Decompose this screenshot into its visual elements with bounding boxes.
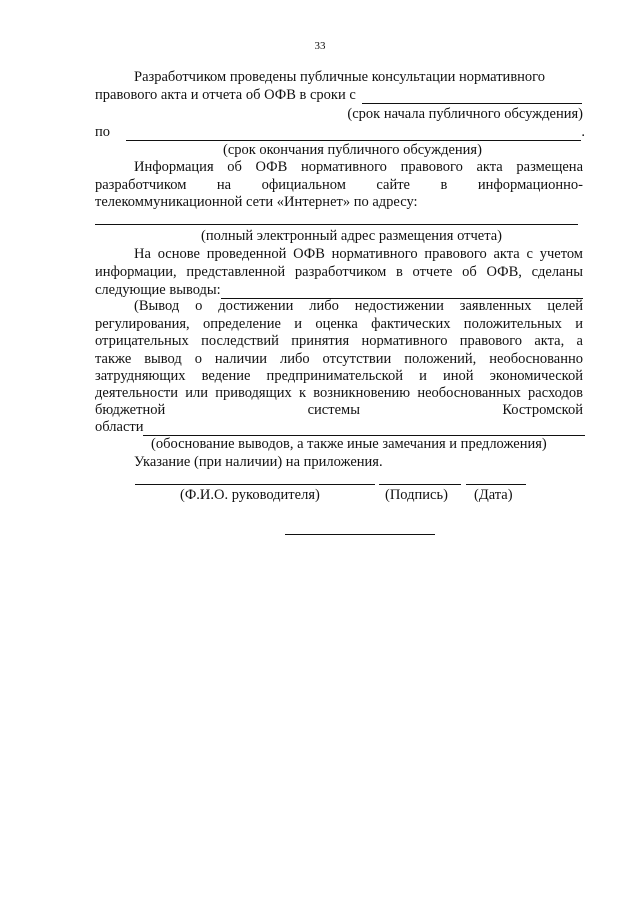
para-line-6-wrap bbox=[95, 385, 583, 402]
para-line-1-wrap bbox=[134, 298, 583, 315]
fio-caption: (Ф.И.О. руководителя) bbox=[180, 487, 320, 503]
conclusions-line-2-wrap bbox=[95, 264, 583, 281]
consultations-line-2-text: правового акта и отчета об ОФВ в сроки с bbox=[95, 87, 356, 103]
para-line-3-wrap bbox=[95, 333, 583, 350]
para-line-2: регулирования, определение и оценка фактических положительных и bbox=[95, 316, 583, 332]
sign-blank bbox=[379, 484, 461, 485]
info-line-1-wrap bbox=[134, 159, 583, 176]
budget-word-2: системы bbox=[307, 402, 360, 418]
attachments-line: Указание (при наличии) на приложения. bbox=[134, 454, 383, 470]
end-separator-line bbox=[285, 534, 435, 535]
info-line-1: Информация об ОФВ нормативного правового акта размещена bbox=[134, 159, 583, 175]
conclusions-line-3-text: следующие выводы: bbox=[95, 282, 221, 298]
date-caption: (Дата) bbox=[474, 487, 513, 503]
end-date-blank bbox=[126, 127, 581, 141]
address-caption: (полный электронный адрес размещения отчета) bbox=[201, 228, 502, 244]
consultations-line-1: Разработчиком проведены публичные консультации нормативного bbox=[134, 69, 546, 85]
para-line-4-wrap bbox=[95, 351, 583, 368]
address-blank bbox=[95, 224, 578, 225]
para-line-4: также вывод о наличии либо отсутствии положений, необоснованно bbox=[95, 351, 583, 367]
page-number: 33 bbox=[314, 40, 326, 52]
start-date-caption: (срок начала публичного обсуждения) bbox=[347, 106, 583, 122]
para-line-2-wrap bbox=[95, 316, 583, 333]
conclusions-line-3 bbox=[95, 282, 583, 299]
info-word-5: в bbox=[440, 177, 448, 193]
consultations-line-2 bbox=[95, 87, 582, 104]
para-line-5: затрудняющих ведение предпринимательской и иной экономической bbox=[95, 368, 583, 384]
conclusions-line-1-wrap bbox=[134, 246, 583, 263]
info-word-4: сайте bbox=[376, 177, 410, 193]
info-word-2: на bbox=[216, 177, 232, 193]
info-word-1: разработчиком bbox=[95, 177, 187, 193]
po-label: по bbox=[95, 124, 111, 140]
oblast-label: области bbox=[95, 419, 144, 435]
oblast-line bbox=[95, 419, 585, 436]
budget-word-1: бюджетной bbox=[95, 402, 166, 418]
para-line-3: отрицательных последствий принятия нормативного правового акта, а bbox=[95, 333, 583, 349]
info-word-6: информационно- bbox=[477, 177, 583, 193]
end-date-caption: (срок окончания публичного обсуждения) bbox=[223, 142, 482, 158]
start-date-blank bbox=[362, 90, 582, 104]
end-date-line bbox=[95, 124, 585, 141]
budget-line bbox=[95, 402, 583, 419]
date-blank bbox=[466, 484, 526, 485]
para-line-5-wrap bbox=[95, 368, 583, 385]
conclusions-blank bbox=[221, 285, 583, 299]
conclusions-line-1: На основе проведенной ОФВ нормативного правового акта с учетом bbox=[134, 246, 583, 262]
info-line-3: телекоммуникационной сети «Интернет» по адресу: bbox=[95, 194, 418, 210]
info-line-2 bbox=[95, 177, 583, 194]
sign-caption: (Подпись) bbox=[385, 487, 448, 503]
end-date-period: . bbox=[581, 124, 585, 140]
budget-word-3: Костромской bbox=[502, 402, 583, 418]
conclusions-line-2: информации, представленной разработчиком в отчете об ОФВ, сделаны bbox=[95, 264, 583, 280]
conclusions-caption: (обоснование выводов, а также иные замечания и предложения) bbox=[151, 436, 547, 452]
info-word-3: официальном bbox=[261, 177, 346, 193]
para-line-6: деятельности или приводящих к возникновению необоснованных расходов bbox=[95, 385, 583, 401]
para-line-1: (Вывод о достижении либо недостижении заявленных целей bbox=[134, 298, 583, 314]
fio-blank bbox=[135, 484, 375, 485]
oblast-blank bbox=[143, 422, 585, 436]
